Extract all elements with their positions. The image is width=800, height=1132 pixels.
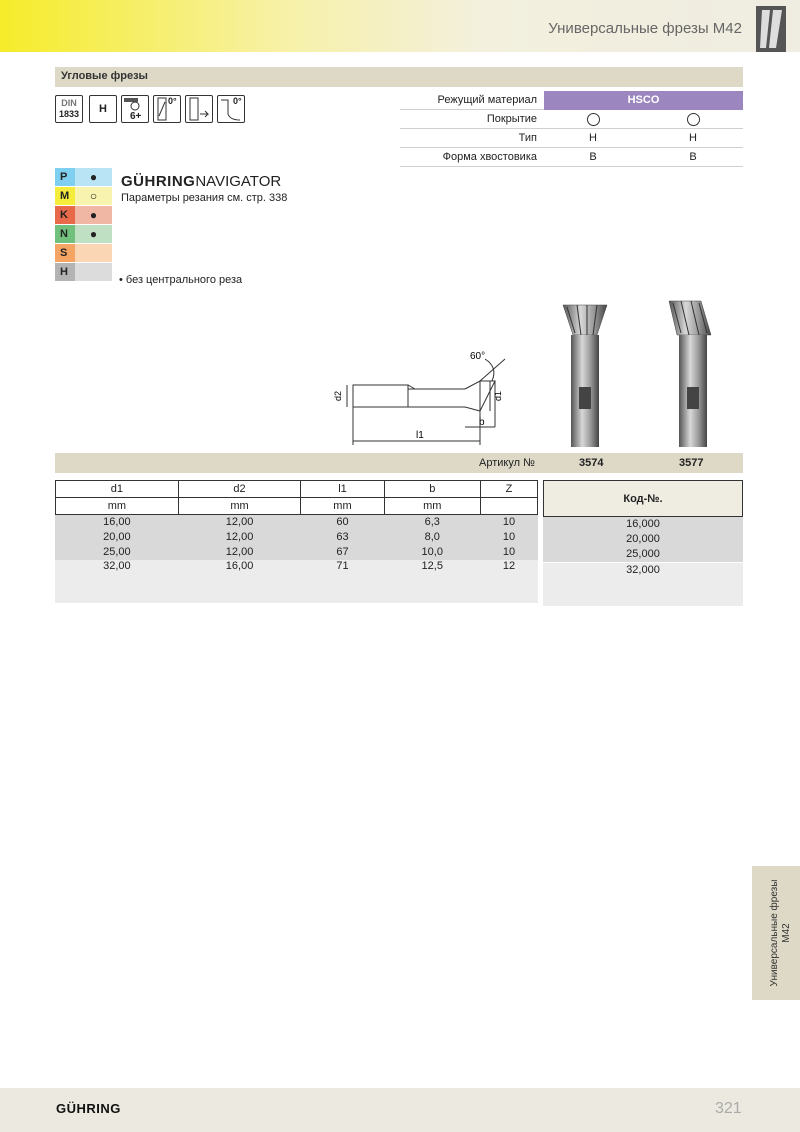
table-cell: l1 <box>301 481 384 498</box>
cutter-photo-3574 <box>563 305 607 447</box>
page-number: 321 <box>715 1100 742 1117</box>
material-group-h: H <box>55 263 112 282</box>
tool-type-icon: H <box>89 95 117 123</box>
section-bar <box>55 67 743 87</box>
coating-icon <box>663 113 723 129</box>
code-group-2 <box>543 563 743 606</box>
shank-value: B <box>689 151 697 163</box>
table-cell: 16,00 <box>178 560 301 575</box>
table-cell: 12,00 <box>178 545 301 560</box>
table-cell: b <box>384 481 480 498</box>
section-title: Угловые фрезы <box>61 70 148 82</box>
table-cell: mm <box>301 498 384 515</box>
type-row <box>400 129 743 148</box>
table-row-spacer <box>56 575 538 603</box>
helix-angle-icon: 0° <box>153 95 181 123</box>
footer-logo: GÜHRING <box>56 1101 121 1116</box>
table-cell: 10,0 <box>384 545 480 560</box>
page-footer <box>0 1088 800 1132</box>
table-cell: 60 <box>301 515 384 530</box>
table-cell: 10 <box>480 545 537 560</box>
coating-row <box>400 110 743 129</box>
teeth-count-icon: 6+ <box>121 95 149 123</box>
page-header <box>0 0 800 52</box>
code-value: 16,000 <box>626 518 660 530</box>
table-cell: 10 <box>480 530 537 545</box>
table-cell: 10 <box>480 515 537 530</box>
l1-label: l1 <box>416 430 424 441</box>
coating-icon <box>563 113 623 129</box>
code-header: Код-№. <box>543 480 743 517</box>
table-row <box>56 481 538 498</box>
shank-value: B <box>589 151 597 163</box>
table-cell: 16,00 <box>56 515 179 530</box>
table-cell: 67 <box>301 545 384 560</box>
product-photos <box>555 295 725 450</box>
cutting-params-text: Параметры резания см. стр. 338 <box>121 192 288 204</box>
code-value: 25,000 <box>626 548 660 560</box>
material-groups <box>55 168 112 282</box>
d2-label: d2 <box>333 390 343 401</box>
table-cell: Z <box>480 481 537 498</box>
table-row <box>56 498 538 515</box>
table-cell: 71 <box>301 560 384 575</box>
table-cell: 25,00 <box>56 545 179 560</box>
b-label: b <box>479 417 485 428</box>
dimensions-table <box>55 480 538 603</box>
table-cell: 12 <box>480 560 537 575</box>
material-label: Режущий материал <box>437 94 537 106</box>
table-cell: 63 <box>301 530 384 545</box>
technical-drawing <box>320 345 520 450</box>
table-cell: mm <box>178 498 301 515</box>
table-cell: 6,3 <box>384 515 480 530</box>
article-code-2: 3577 <box>679 457 704 469</box>
chapter-logo-icon <box>756 6 786 52</box>
type-value: H <box>589 132 597 144</box>
type-label: Тип <box>518 132 537 144</box>
table-cell: mm <box>384 498 480 515</box>
table-cell <box>480 498 537 515</box>
table-cell: 8,0 <box>384 530 480 545</box>
article-label: Артикул № <box>479 457 535 469</box>
table-cell: mm <box>56 498 179 515</box>
coating-label: Покрытие <box>486 113 537 125</box>
code-value: 32,000 <box>626 564 660 576</box>
table-cell: 12,00 <box>178 515 301 530</box>
angle-label: 60° <box>470 351 486 362</box>
shank-row <box>400 148 743 167</box>
navigator-logo: GÜHRINGNAVIGATOR <box>121 173 282 190</box>
table-cell: 20,00 <box>56 530 179 545</box>
table-row <box>56 515 538 530</box>
cutting-direction-icon <box>185 95 213 123</box>
din-icon: DIN 1833 <box>55 95 83 123</box>
cutter-photo-3577 <box>669 301 711 447</box>
table-row <box>56 560 538 575</box>
code-value: 20,000 <box>626 533 660 545</box>
note-text: • без центрального реза <box>119 274 243 286</box>
table-cell: 12,5 <box>384 560 480 575</box>
table-cell: d1 <box>56 481 179 498</box>
header-title: Универсальные фрезы M42 <box>548 20 742 37</box>
material-group-s: S <box>55 244 112 263</box>
article-bar <box>55 453 743 473</box>
material-row <box>400 91 743 110</box>
table-cell: 12,00 <box>178 530 301 545</box>
shank-label: Форма хвостовика <box>442 151 537 163</box>
type-value: H <box>689 132 697 144</box>
norm-icons <box>55 95 245 123</box>
material-group-m: M ○ <box>55 187 112 206</box>
material-group-k: K ● <box>55 206 112 225</box>
chapter-side-tab[interactable]: Универсальные фрезы M42 <box>752 866 800 1000</box>
rake-angle-icon: 0° <box>217 95 245 123</box>
d1-label: d1 <box>493 390 503 401</box>
article-code-1: 3574 <box>579 457 604 469</box>
material-group-p: P ● <box>55 168 112 187</box>
table-cell: d2 <box>178 481 301 498</box>
table-cell: 32,00 <box>56 560 179 575</box>
table-row <box>56 545 538 560</box>
material-value: HSCO <box>544 91 743 110</box>
code-group-1 <box>543 517 743 562</box>
table-row <box>56 530 538 545</box>
material-group-n: N ● <box>55 225 112 244</box>
